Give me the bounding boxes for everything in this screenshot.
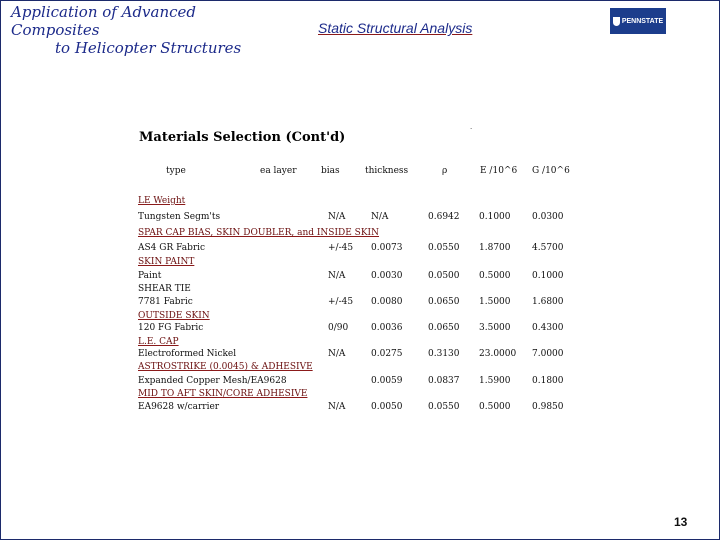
column-header: ρ	[442, 166, 448, 176]
materials-table	[1, 1, 720, 541]
cell-rho: 0.0550	[428, 402, 460, 412]
slide-title: Static Structural Analysis	[318, 20, 473, 36]
cell-thickness: 0.0030	[371, 271, 403, 281]
cell-e: 3.5000	[479, 323, 511, 333]
cell-e: 0.5000	[479, 402, 511, 412]
material-type: EA9628 w/carrier	[138, 402, 220, 412]
cell-rho: 0.0500	[428, 271, 460, 281]
category-label: SKIN PAINT	[138, 257, 195, 267]
column-header: ea layer	[260, 166, 297, 176]
cell-e: 23.0000	[479, 349, 517, 359]
cell-thickness: 0.0275	[371, 349, 403, 359]
column-header: bias	[321, 166, 340, 176]
course-title-line2: to Helicopter Structures	[55, 39, 242, 57]
section-label: SHEAR TIE	[138, 284, 191, 294]
material-type: Electroformed Nickel	[138, 349, 237, 359]
cell-g: 0.1000	[532, 271, 564, 281]
material-type: AS4 GR Fabric	[138, 243, 206, 253]
category-label: SPAR CAP BIAS, SKIN DOUBLER, and INSIDE SKIN	[138, 228, 379, 238]
cell-g: 7.0000	[532, 349, 564, 359]
cell-g: 0.1800	[532, 376, 564, 386]
cell-e: 1.8700	[479, 243, 511, 253]
cell-g: 0.9850	[532, 402, 564, 412]
cell-bias: +/-45	[328, 297, 354, 307]
course-title-line1: Application of Advanced Composites	[11, 3, 197, 39]
category-label: L.E. CAP	[138, 337, 179, 347]
material-type: Paint	[138, 271, 162, 281]
cell-bias: N/A	[328, 402, 346, 412]
cell-thickness: 0.0080	[371, 297, 403, 307]
stray-mark: .	[470, 122, 473, 131]
cell-rho: 0.6942	[428, 212, 460, 222]
material-type: 7781 Fabric	[138, 297, 193, 307]
table-title: Materials Selection (Cont'd)	[139, 130, 346, 145]
cell-g: 1.6800	[532, 297, 564, 307]
cell-g: 4.5700	[532, 243, 564, 253]
cell-rho: 0.0650	[428, 297, 460, 307]
cell-bias: +/-45	[328, 243, 354, 253]
cell-thickness: 0.0073	[371, 243, 403, 253]
cell-g: 0.0300	[532, 212, 564, 222]
cell-g: 0.4300	[532, 323, 564, 333]
page-number: 13	[674, 515, 688, 529]
column-header: G /10^6	[532, 166, 570, 176]
cell-rho: 0.0650	[428, 323, 460, 333]
category-label: LE Weight	[138, 196, 186, 206]
cell-bias: N/A	[328, 271, 346, 281]
cell-thickness: N/A	[371, 212, 389, 222]
cell-thickness: 0.0059	[371, 376, 403, 386]
category-label: MID TO AFT SKIN/CORE ADHESIVE	[138, 389, 308, 399]
column-header: E /10^6	[480, 166, 518, 176]
category-label: ASTROSTRIKE (0.0045) & ADHESIVE	[138, 362, 313, 372]
material-type: 120 FG Fabric	[138, 323, 204, 333]
column-header: type	[166, 166, 186, 176]
cell-rho: 0.0550	[428, 243, 460, 253]
cell-bias: N/A	[328, 349, 346, 359]
cell-e: 1.5000	[479, 297, 511, 307]
cell-thickness: 0.0036	[371, 323, 403, 333]
cell-e: 1.5900	[479, 376, 511, 386]
material-type: Expanded Copper Mesh/EA9628	[138, 376, 287, 386]
material-type: Tungsten Segm'ts	[138, 212, 221, 222]
cell-bias: N/A	[328, 212, 346, 222]
logo-text: PENNSTATE	[621, 17, 664, 25]
cell-e: 0.1000	[479, 212, 511, 222]
cell-rho: 0.3130	[428, 349, 460, 359]
cell-bias: 0/90	[328, 323, 349, 333]
cell-thickness: 0.0050	[371, 402, 403, 412]
cell-e: 0.5000	[479, 271, 511, 281]
column-header: thickness	[365, 166, 409, 176]
cell-rho: 0.0837	[428, 376, 460, 386]
category-label: OUTSIDE SKIN	[138, 311, 210, 321]
